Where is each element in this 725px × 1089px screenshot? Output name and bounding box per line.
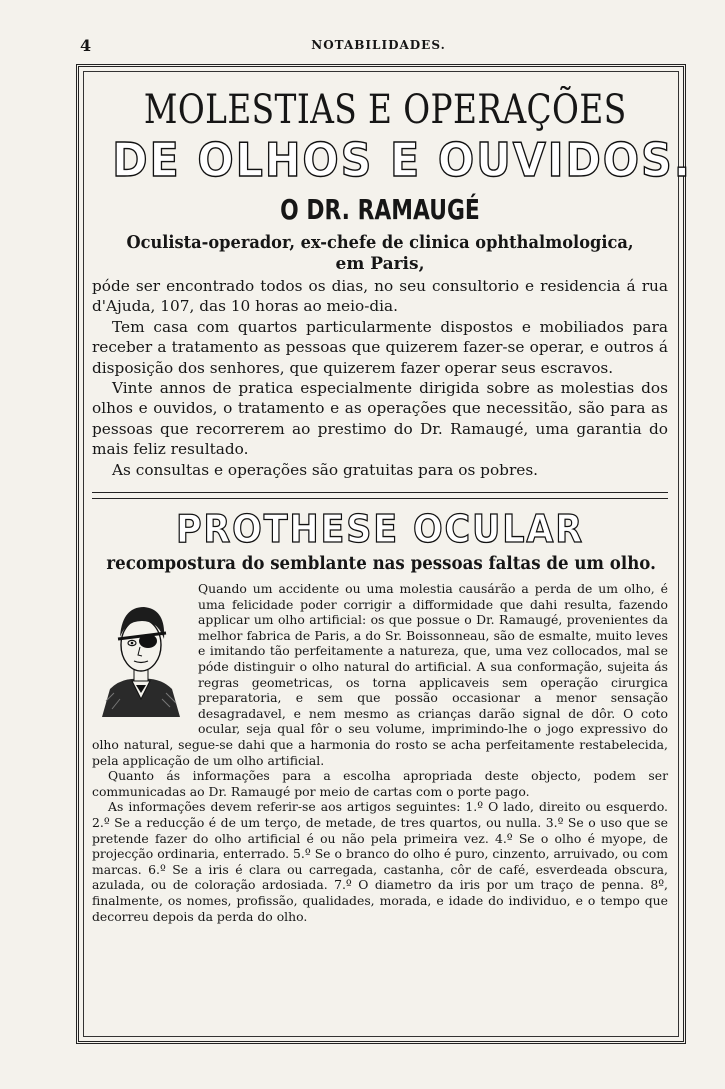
ad1-paragraph: póde ser encontrado todos os dias, no seu consultorio e residencia á rua d'Ajuda, 107, das 10 horas ao meio-dia. xyxy=(92,277,668,316)
ad2-paragraph: Quanto ás informações para a escolha apropriada deste objecto, podem ser communicadas ao Dr. Ramaugé por meio de cartas com o porte pago. xyxy=(92,768,668,799)
ad1-title-line1: MOLESTIAS E OPERAÇÕES xyxy=(143,87,627,133)
ad1-subtitle-line1: Oculista-operador, ex-chefe de clinica ophthalmologica, xyxy=(126,232,634,253)
ad1-paragraph: Tem casa com quartos particularmente dispostos e mobiliados para receber a tratamento as pessoas que quizerem fazer-se operar, e outros á disposição dos senhores, que quizerem fazer operar seus escravos. xyxy=(92,317,668,377)
portrait-with-eyepatch-icon xyxy=(92,589,190,721)
ad1-doctor-name: O DR. RAMAUGÉ xyxy=(280,193,480,226)
running-header xyxy=(80,36,677,55)
ad2-title: PROTHESE OCULAR xyxy=(175,507,585,552)
advertisement-content xyxy=(92,80,692,924)
ad1-subtitle-line2: em Paris, xyxy=(335,254,425,274)
ad1-paragraph: Vinte annos de pratica especialmente dirigida sobre as molestias dos olhos e ouvidos, o tratamento e as operações que necessitão, são para as pessoas que recorrerem ao prestimo do Dr. Ramaugé, uma garantia do mais feliz resultado. xyxy=(92,379,668,459)
section-divider xyxy=(92,492,668,499)
ad2-body xyxy=(92,581,668,924)
running-title: NOTABILIDADES. xyxy=(311,38,446,52)
ad1-body xyxy=(92,276,668,480)
ad2-paragraph: Quando um accidente ou uma molestia causárão a perda de um olho, é uma felicidade poder corrigir a difformidade que dahi resulta, fazendo applicar um olho artificial: os que possue o Dr. Ramaugé, provenientes da melhor fabrica de Paris, a do Sr. Boissonneau, são de esmalte, muito leves e imitando tão perfeitamente a natureza, que, uma vez collocados, mal se póde distinguir o olho natural do artificial. A sua conformação, sujeita ás regras geometricas, os torna applicaveis sem operação cirurgica preparatoria, e sem que possão occasionar a menor sensação desagradavel, e nem mesmo as crianças darão signal de dôr. O coto ocular, seja qual fôr o seu volume, imprimindo-lhe o jogo expressivo do olho natural, segue-se dahi que a harmonia do rosto se acha perfeitamente restabelecida, pela applicação de um olho artificial. xyxy=(92,581,668,768)
ad2-subtitle: recompostura do semblante nas pessoas faltas de um olho. xyxy=(106,554,656,575)
ad1-title-line2: DE OLHOS E OUVIDOS. xyxy=(112,133,692,187)
page-number: 4 xyxy=(80,36,92,55)
ad2-paragraph: As informações devem referir-se aos artigos seguintes: 1.º O lado, direito ou esquerdo. 2.º Se a reducção é de um terço, de metade, de tres quartos, ou nulla. 3.º Se o uso que se pretende fazer do olho artificial é ou não pela primeira vez. 4.º Se o olho é myope, de projecção ordinaria, enterrado. 5.º Se o branco do olho é puro, cinzento, arruivado, ou com marcas. 6.º Se a iris é clara ou carregada, castanha, côr de café, esverdeada obscura, azulada, ou de coloração ardosiada. 7.º O diametro da iris por um traço de penna. 8º, finalmente, os nomes, profissão, qualidades, morada, e idade do individuo, e o tempo que decorreu depois da perda do olho. xyxy=(92,799,668,924)
ad1-paragraph: As consultas e operações são gratuitas para os pobres. xyxy=(112,460,539,479)
